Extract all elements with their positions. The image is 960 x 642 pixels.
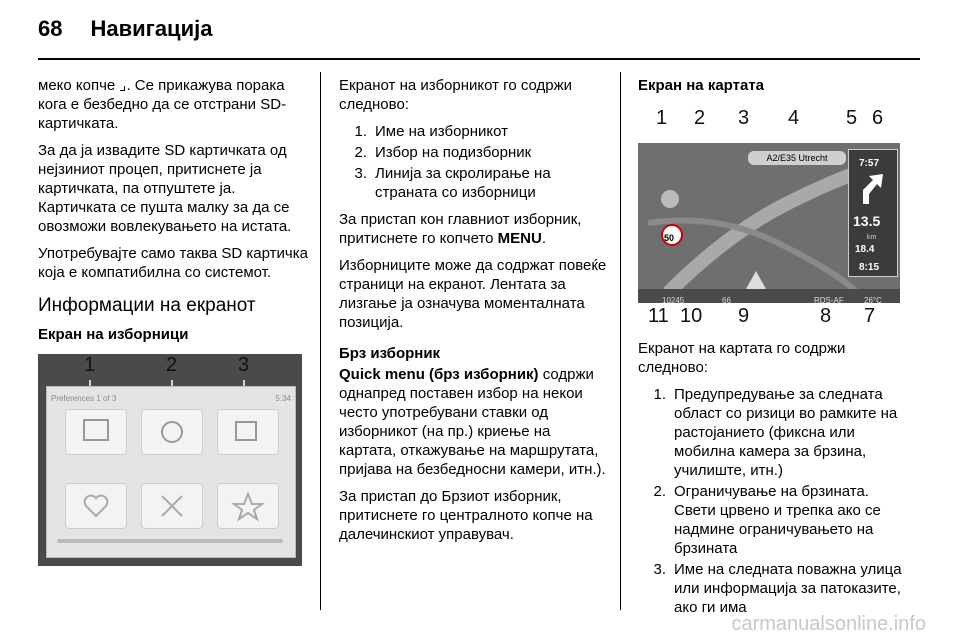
paragraph-sd-remove: меко копче ⌟. Се прикажува порака кога е безбедно да се отстрани SD-картичката.	[38, 77, 287, 132]
paragraph-main-menu: За пристап кон главниот изборник, притиснете го копчето MENU.	[339, 211, 582, 247]
turn-arrow-icon	[849, 170, 897, 210]
watermark: carmanualsonline.info	[731, 613, 926, 635]
callout-2: 2	[166, 354, 178, 376]
list-item: 2. Ограничување на брзината. Свети црвено и трепка ако се надмине ограничувањето на брзината	[653, 483, 881, 557]
column-2	[339, 76, 609, 552]
column-divider-1	[320, 72, 321, 610]
map-screen-list	[638, 385, 908, 617]
paragraph-quick-menu: Quick menu (брз изборник) содржи однапред поставен избор на некои често употребувани ставки од изборникот (на пр.) криење на картата, откажување на маршрутата, пријава на безбедносни камери, итн.).	[339, 366, 606, 478]
menu-tile-5	[141, 483, 203, 529]
menu-key-label: MENU	[497, 230, 542, 247]
menu-screen-clock: 5:34	[275, 394, 291, 403]
menu-screen	[46, 386, 296, 558]
menu-screen-illustration	[38, 354, 302, 566]
subheading-map-screen: Екран на картата	[638, 77, 765, 94]
list-item: 3. Име на следната поважна улица или информација за патоказите, ако ги има	[653, 561, 902, 616]
page-title: Навигација	[90, 16, 213, 41]
callout-11: 11	[648, 305, 669, 327]
settings-icon	[218, 410, 278, 454]
menu-screen-list	[339, 122, 609, 202]
callout-5: 5	[846, 107, 858, 129]
callout-8: 8	[820, 305, 832, 327]
callout-1: 1	[84, 354, 96, 376]
clock-value: 7:57	[859, 158, 880, 169]
paragraph-sd-compatible: Употребувајте само таква SD картичка која е компатибилна со системот.	[38, 245, 308, 281]
callout-10: 10	[680, 305, 703, 327]
turn-panel	[848, 149, 898, 277]
remaining-distance: 18.4	[855, 244, 875, 255]
road-name-badge: A2/E35 Utrecht	[748, 151, 846, 165]
page-number: 68	[38, 16, 63, 41]
column-divider-2	[620, 72, 621, 610]
rds-indicator: RDS-AF	[814, 296, 844, 305]
menu-tile-6	[217, 483, 279, 529]
list-item: 1. Предупредување за следната област со ризици во рамките на растојанието (фиксна или мобилна камера за брзина, училиште, итн.)	[653, 386, 898, 479]
callout-4: 4	[788, 107, 800, 129]
list-item: 3. Линија за скролирање на страната со изборници	[354, 165, 551, 201]
callout-1: 1	[656, 107, 668, 129]
paragraph-quick-access: За пристап до Брзиот изборник, притиснете го централното копче на далечинскиот управувач.	[339, 488, 593, 543]
subheading-menu-screen: Екран на изборници	[38, 326, 189, 343]
list-item: 1. Име на изборникот	[354, 123, 509, 140]
section-heading-display-info: Информации на екранот	[38, 295, 256, 316]
list-item: 2. Избор на подизборник	[354, 144, 532, 161]
cross-icon	[142, 484, 202, 528]
odometer-value: 10245	[662, 296, 685, 305]
map-screen-illustration	[638, 105, 900, 331]
menu-tile-3	[217, 409, 279, 455]
callout-3: 3	[238, 354, 250, 376]
column-3	[638, 76, 908, 625]
heart-icon	[66, 484, 126, 528]
distance-to-turn: 13.5	[853, 213, 881, 229]
paragraph-menu-intro: Екранот на изборникот го содржи следново:	[339, 77, 573, 113]
page-header	[38, 16, 212, 46]
menu-tile-1	[65, 409, 127, 455]
warning-icon	[661, 190, 679, 208]
callout-9: 9	[738, 305, 750, 327]
subheading-quick-menu: Брз изборник	[339, 345, 441, 362]
paragraph-sd-eject: За да ја извадите SD картичката од нејзиниот процеп, притиснете ја картичката, па отпуштете ја. Картичката се пушта малку за да се овозможи вовлекувањето на истата.	[38, 142, 292, 235]
heading-value: 66	[722, 296, 731, 305]
header-divider	[38, 58, 920, 60]
menu-scroll-bar	[57, 539, 283, 543]
callout-6: 6	[872, 107, 884, 129]
paragraph-menu-pages: Изборниците може да содржат повеќе страници на екранот. Лентата за лизгање ја означува моменталната позиција.	[339, 257, 607, 331]
callout-2: 2	[694, 107, 706, 129]
status-bar	[638, 289, 900, 303]
route-icon	[142, 410, 202, 454]
paragraph-map-intro: Екранот на картата го содржи следново:	[638, 340, 846, 376]
distance-unit: km	[867, 234, 877, 241]
menu-tile-4	[65, 483, 127, 529]
map-screen	[638, 143, 900, 303]
star-icon	[218, 484, 278, 528]
menu-screen-title: Preferences 1 of 3	[51, 394, 117, 403]
map-icon	[66, 410, 126, 454]
callout-3: 3	[738, 107, 750, 129]
speed-limit-value: 50	[664, 233, 675, 243]
column-1	[38, 76, 308, 566]
arrival-time: 8:15	[859, 262, 880, 273]
callout-7: 7	[864, 305, 876, 327]
menu-tile-2	[141, 409, 203, 455]
quick-menu-label: Quick menu (брз изборник)	[339, 366, 539, 383]
vehicle-arrow-icon	[746, 271, 766, 289]
temperature-value: 26°C	[864, 296, 882, 305]
